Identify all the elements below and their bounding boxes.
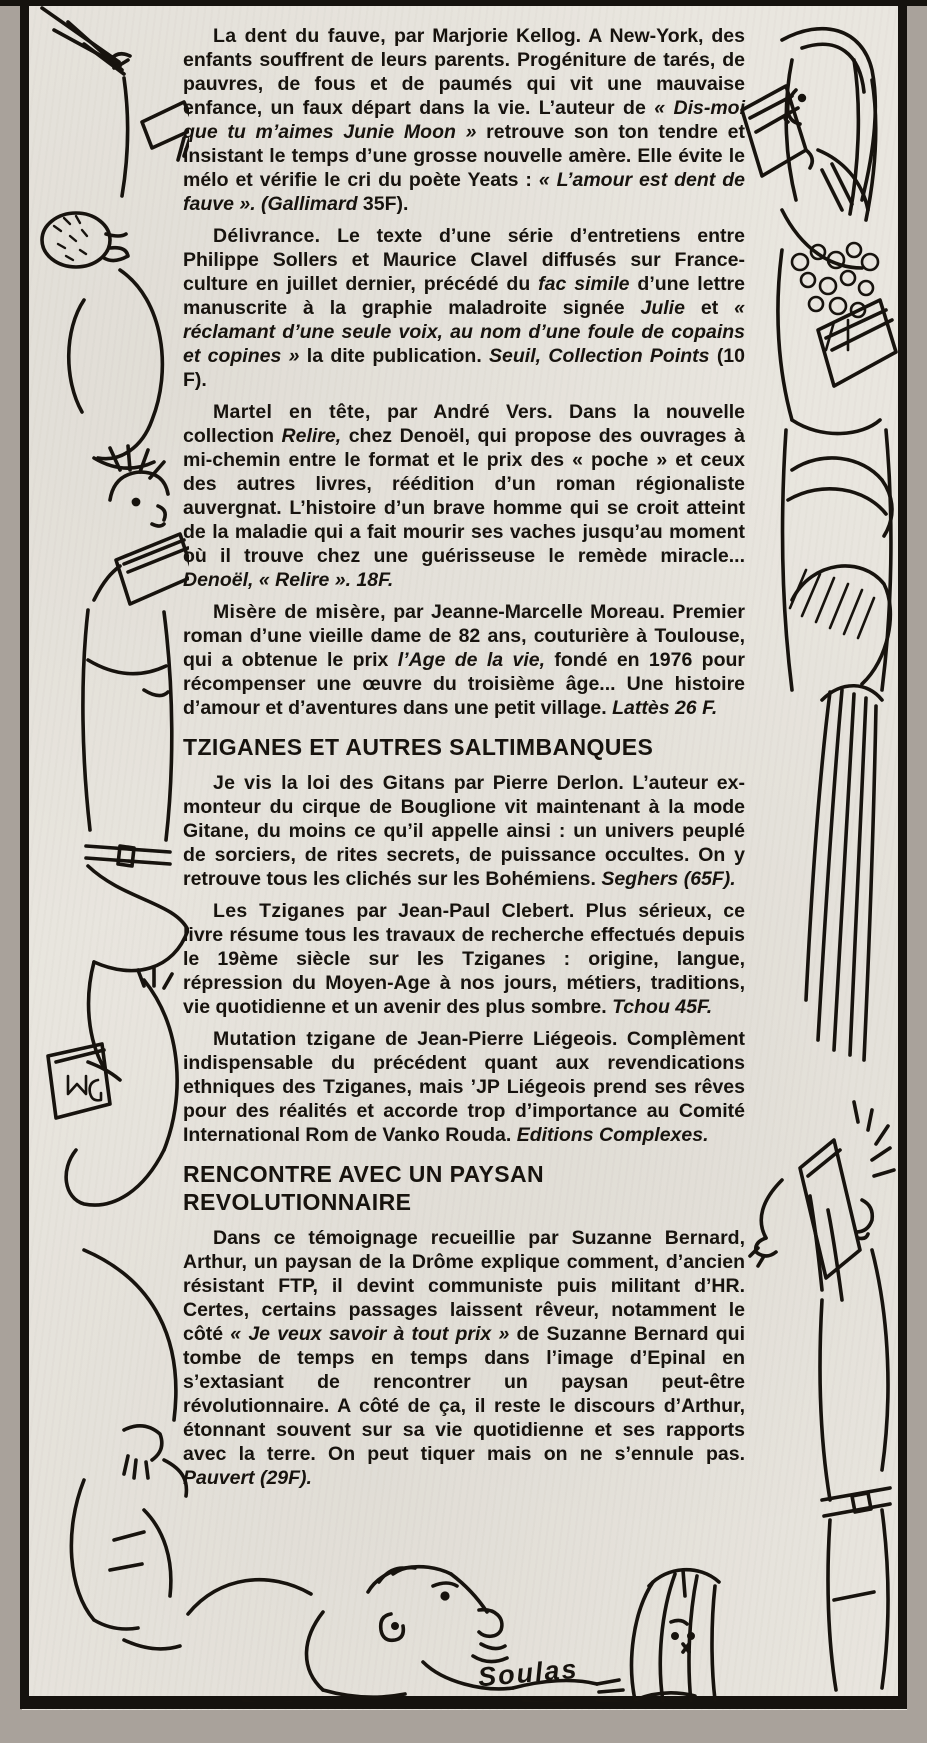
review-text: et (684, 297, 735, 319)
review-text: chez Denoël, qui propose des ouvrages à mi-chemin entre le format et le prix des « poche » et ceux des autres livres, réédition d’un roman régionaliste auvergnat. L’histoire d’un brave homme qui se croit atteint de la maladie qui a fait mourir ses vaches jusqu’au moment où il trouve chez une guérisseuse le remède miracle... (183, 425, 745, 567)
review-text: de Jean-Pierre Liégeois. Complèment indispensable du précédent quant aux revendications ethniques des Tziganes, mais ’JP Liégeois prend ses rêves pour des réalités et accorde trop d’importance au Comité International Rom de Vanko Rouda. (183, 1028, 745, 1146)
review-text: l’Age de la vie, (397, 649, 546, 671)
review-text: Julie (640, 297, 685, 319)
review-text: Seuil, Collection Points (489, 345, 710, 367)
left-margin-illustration (24, 0, 189, 1700)
review-text: « Je veux savoir à tout prix » (230, 1323, 510, 1345)
book-title: Je vis la loi des Gitans (213, 772, 446, 794)
review-text: par Jeanne-Marcelle Moreau. Premier roman d’une vieille dame de 82 ans, couturière à Toulouse, qui a obtenue le prix (183, 601, 745, 671)
section-header: TZIGANES ET AUTRES SALTIMBANQUES (183, 734, 654, 760)
review-text: retrouve son ton tendre et insistant le temps d’une grosse nouvelle amère. Elle évite le mélo et vérifie le cri du poète Yeats : (183, 121, 745, 191)
review-text: « réclamant d’une seule voix, au nom d’une foule de copains et copines » (183, 297, 745, 367)
book-review-paragraph (183, 224, 745, 392)
book-title: Mutation tzigane (213, 1028, 376, 1050)
review-text: Relire, (281, 425, 342, 447)
bottom-illustration (183, 1552, 728, 1702)
book-review-paragraph (183, 771, 745, 891)
book-review-paragraph (183, 1027, 745, 1147)
review-text: Editions Complexes. (516, 1124, 709, 1146)
book-review-paragraph (183, 24, 745, 216)
review-text: Denoël, « Relire ». 18F. (183, 569, 394, 591)
review-column (183, 24, 745, 1498)
review-text: « Dis-moi que tu m’aimes Junie Moon » (183, 97, 745, 143)
review-text: « L’amour est dent de fauve ». (Gallimard (183, 169, 745, 215)
review-text: par Marjorie Kellog. A New-York, des enfants souffrent de leurs parents. Progéniture de tarés, de pauvres, de fous et de paumés qui vit une mauvaise enfance, un faux départ dans la vie. L’auteur de (183, 25, 745, 119)
review-text: par Jean-Paul Clebert. Plus sérieux, ce livre résume tous les travaux de recherche effectués depuis le 19ème siècle sur les Tziganes : origine, langue, répression du Moyen-Age à nos jours, métiers, traditions, vie quotidienne et un avenir des plus sombre. (183, 900, 745, 1018)
book-title: Les Tziganes (213, 900, 346, 922)
review-text: fac simile (538, 273, 630, 295)
book-review-paragraph (183, 899, 745, 1019)
artist-signature: Soulas (476, 1653, 580, 1693)
book-title: La dent du fauve, (213, 25, 387, 47)
book-title: Martel en tête, (213, 401, 371, 423)
book-title: Misère de misère, (213, 601, 386, 623)
right-margin-illustration (722, 0, 898, 1700)
review-text: Dans ce témoignage recueillie par Suzanne Bernard, Arthur, un paysan de la Drôme explique comment, d’ancien résistant FTP, il devint communiste puis militant d’HR. Certes, certains passages laissent rêveur, notamment le côté (183, 1227, 745, 1345)
review-text: Seghers (65F). (601, 868, 736, 890)
review-text: (10 F). (183, 345, 746, 391)
review-text: Pauvert (29F). (183, 1467, 312, 1489)
book-review-paragraph (183, 600, 745, 720)
frame-border-right (898, 0, 907, 1703)
review-text: Le texte d’une série d’entretiens entre Philippe Sollers et Maurice Clavel diffusés sur France-culture en juillet dernier, précédé du (183, 225, 745, 295)
review-text: par Pierre Derlon. L’auteur ex-monteur du cirque de Bouglione vit maintenant à la mode Gitane, du moins ce qu’il appelle ainsi : un univers peuplé de sorciers, de rites secrets, de puissance occultes. On y retrouve tous les clichés sur les Bohémiens. (183, 772, 745, 890)
review-text: 35F). (357, 193, 409, 215)
review-text: fondé en 1976 pour récompenser une œuvre du troisième âge... Une histoire d’amour et d’aventures dans une petit village. (183, 649, 745, 719)
review-text: Lattès 26 F. (612, 697, 718, 719)
section-header: RENCONTRE AVEC UN PAYSAN REVOLUTIONNAIRE (183, 1161, 545, 1215)
review-text: de Suzanne Bernard qui tombe de temps en temps dans l’image d’Epinal en s’extasiant de rencontrer un paysan peut-être révolutionnaire. A côté de ça, il reste le discours d’Arthur, étonnant souvent sur sa vie quotidienne et ses rapports avec la terre. On peut tiquer mais on ne s’ennule pas. (183, 1323, 746, 1465)
review-text: d’une lettre manuscrite à la graphie maladroite signée (183, 273, 745, 319)
book-title: Délivrance. (213, 225, 321, 247)
review-text: par André Vers. Dans la nouvelle collection (183, 401, 745, 447)
review-text: la dite publication. (299, 345, 490, 367)
book-review-paragraph (183, 400, 745, 592)
book-review-paragraph (183, 1226, 745, 1490)
review-text: Tchou 45F. (612, 996, 713, 1018)
